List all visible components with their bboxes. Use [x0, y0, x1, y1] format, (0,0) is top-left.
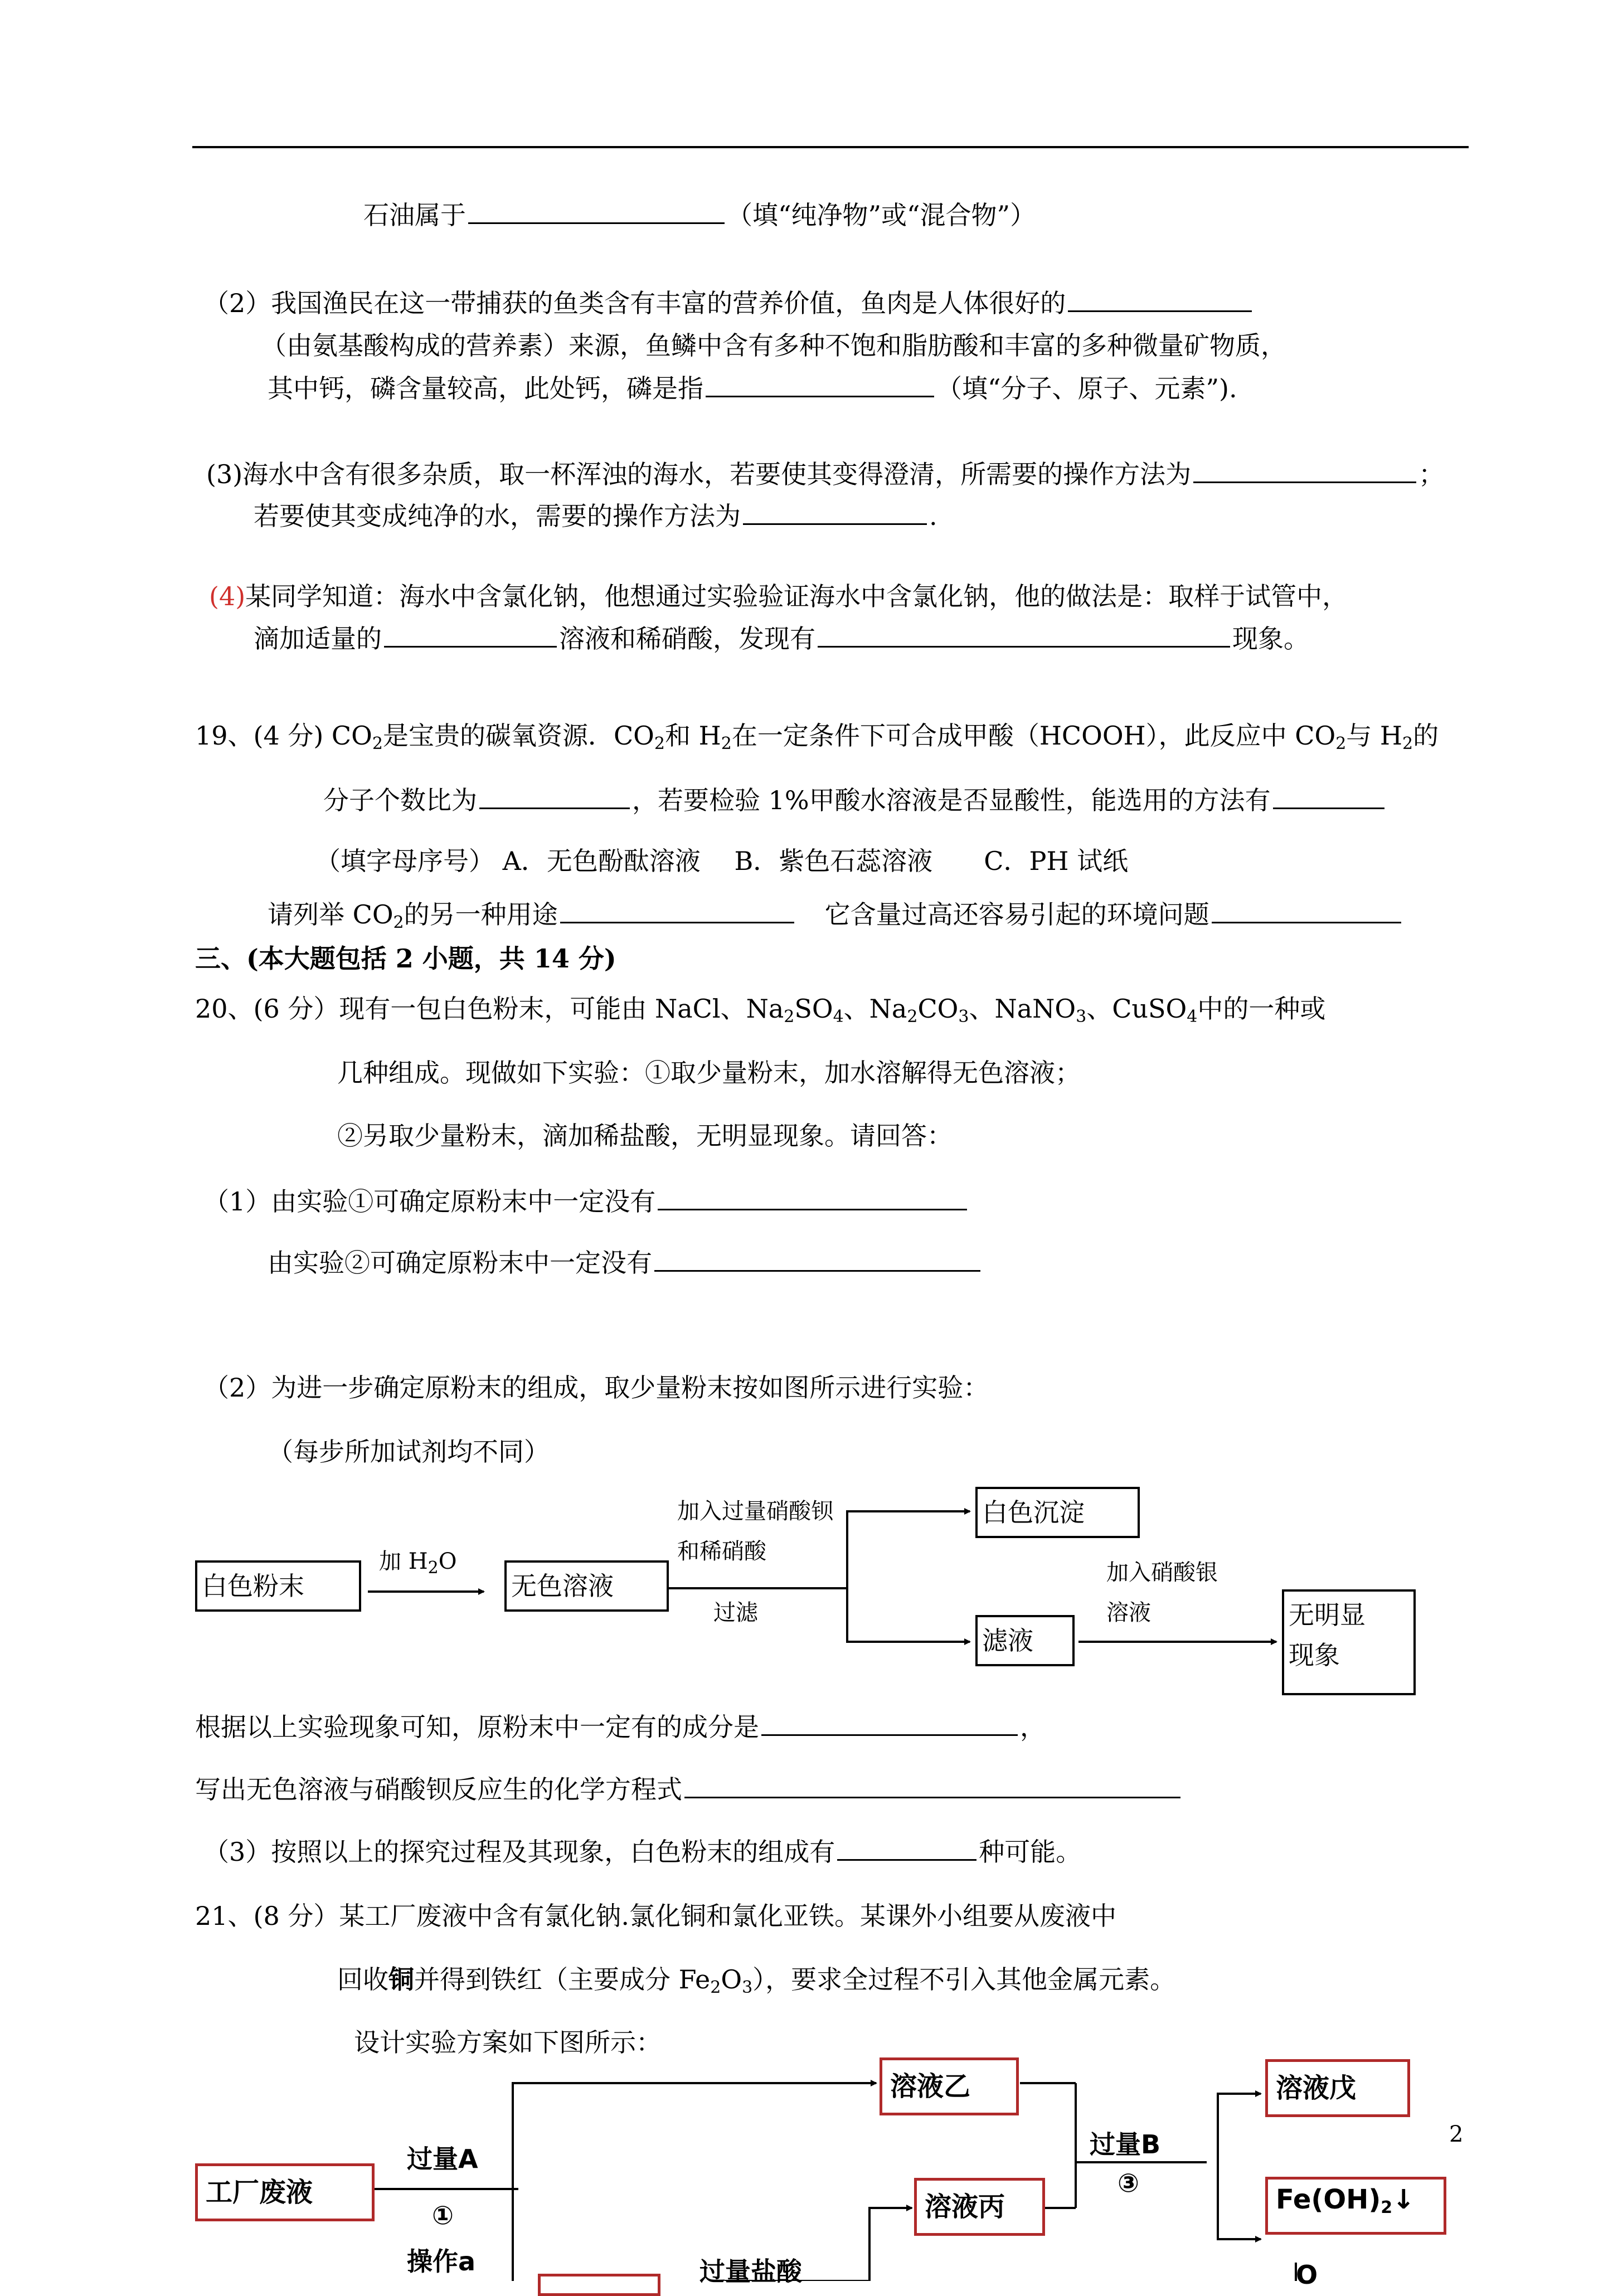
text: (3)海水中含有很多杂质，取一杯浑浊的海水，若要使其变得澄清，所需要的操作方法为: [206, 459, 1192, 489]
subscript: 2: [710, 1978, 721, 1997]
label-excess-b: 过量B: [1090, 2129, 1161, 2159]
text: 现象: [1289, 1640, 1340, 1670]
text: 无明显: [1289, 1600, 1366, 1630]
text: ，: [1020, 1712, 1046, 1742]
box-colorless-solution: 无色溶液: [504, 1560, 669, 1612]
subscript: 3: [742, 1978, 753, 1997]
box-solution-c: 溶液丙: [914, 2178, 1045, 2236]
label-excess-hcl: 过量盐酸: [699, 2256, 802, 2287]
text: O: [721, 1964, 742, 1995]
subscript: 2: [372, 734, 383, 753]
box-iron-hydroxide: [1265, 2177, 1446, 2235]
text: 由实验②可确定原粉末中一定没有: [268, 1248, 652, 1278]
text: 与 H: [1346, 721, 1403, 751]
text: 写出无色溶液与硝酸钡反应生的化学方程式: [195, 1774, 682, 1804]
text: 、CuSO: [1086, 994, 1187, 1024]
answer-blank[interactable]: [761, 1710, 1018, 1736]
box-white-powder: 白色粉末: [195, 1560, 361, 1612]
text: 请列举 CO: [268, 899, 393, 930]
box-factory-waste: 工厂废液: [195, 2163, 375, 2221]
text: CO: [917, 994, 959, 1024]
subscript: 3: [1076, 1007, 1087, 1027]
text: 某同学知道：海水中含氯化钠，他想通过实验验证海水中含氯化钠，他的做法是：取样于试管中，: [245, 581, 1348, 611]
label-add-water: [379, 1544, 457, 1578]
text: 中的一种或: [1197, 994, 1326, 1024]
text: ，若要检验 1%甲酸水溶液是否显酸性，能选用的方法有: [632, 785, 1271, 815]
box-partial: [538, 2274, 660, 2296]
text: 溶液和稀硝酸，发现有: [559, 624, 815, 654]
box-filtrate: 滤液: [975, 1615, 1075, 1666]
q21-line3: 设计实验方案如下图所示：: [354, 2027, 662, 2057]
q20-2-answer2: [195, 1772, 1183, 1806]
label-step1: ①: [432, 2200, 454, 2230]
text: 种可能。: [979, 1837, 1082, 1867]
label-step3: ③: [1118, 2168, 1139, 2198]
text: 其中钙，磷含量较高，此处钙，磷是指: [268, 373, 703, 403]
text: 分子个数比为: [323, 785, 477, 815]
subscript: 4: [1187, 1007, 1198, 1027]
subscript: 2: [427, 1558, 439, 1578]
answer-blank[interactable]: [837, 1835, 976, 1861]
section-three-heading: 三、(本大题包括 2 小题，共 14 分): [195, 943, 616, 974]
q20-2-line2: （每步所加试剂均不同）: [268, 1437, 550, 1467]
page-number: 2: [1449, 2122, 1464, 2147]
text: 20、(6 分）现有一包白色粉末，可能由 NaCl、Na: [195, 994, 784, 1024]
text: 加 H: [379, 1549, 428, 1574]
box-white-precipitate: 白色沉淀: [975, 1487, 1140, 1538]
text: 和 H: [664, 721, 721, 751]
q19-line3: （填字母序号） A．无色酚酞溶液 B．紫色石蕊溶液 C．PH 试纸: [315, 846, 1129, 876]
text: 是宝贵的碳氧资源．CO: [382, 721, 654, 751]
text: 、NaNO: [969, 994, 1076, 1024]
label-operation-a: 操作a: [407, 2246, 476, 2276]
label-filter: 过滤: [713, 1600, 758, 1626]
subscript: 4: [833, 1007, 844, 1027]
text: O: [438, 1549, 457, 1574]
text: （填“分子、原子、元素”).: [936, 373, 1237, 403]
text: （2）我国渔民在这一带捕获的鱼类含有丰富的营养价值，鱼肉是人体很好的: [203, 288, 1066, 318]
box-solution-b: 溶液乙: [880, 2057, 1019, 2115]
label-partial: O: [1296, 2260, 1318, 2290]
subscript: 2: [654, 734, 665, 753]
text: （填“纯净物”或“混合物”）: [727, 200, 1036, 230]
text: 的另一种用途: [404, 899, 558, 930]
text: Fe(OH): [1276, 2184, 1381, 2215]
text: （1）由实验①可确定原粉末中一定没有: [203, 1186, 656, 1217]
text: 并得到铁红（主要成分 Fe: [414, 1964, 711, 1995]
label-dilute-nitric: 和稀硝酸: [677, 1539, 766, 1564]
text: 的: [1413, 721, 1439, 751]
text: 现象。: [1232, 624, 1309, 654]
subscript: 3: [958, 1007, 969, 1027]
q20-2-line1: （2）为进一步确定原粉末的组成，取少量粉末按如图所示进行实验：: [203, 1373, 989, 1403]
q21-line1: 21、(8 分）某工厂废液中含有氯化钠.氯化铜和氯化亚铁。某课外小组要从废液中: [195, 1901, 1116, 1931]
precipitate-arrow-icon: ↓: [1392, 2184, 1415, 2215]
question-number: (4): [209, 581, 246, 611]
subscript: 2: [1335, 734, 1347, 753]
text: 滴加适量的: [254, 624, 382, 654]
text: .: [929, 501, 937, 531]
q20-line2: 几种组成。现做如下实验：①取少量粉末，加水溶解得无色溶液；: [337, 1058, 1081, 1088]
box-solution-e: 溶液戊: [1265, 2059, 1410, 2117]
subscript: 2: [784, 1007, 795, 1027]
text: 在一定条件下可合成甲酸（HCOOH），此反应中 CO: [731, 721, 1336, 751]
text: 石油属于: [363, 200, 466, 230]
subscript: 2: [1402, 734, 1413, 753]
text: ），要求全过程不引入其他金属元素。: [752, 1964, 1176, 1995]
subscript: 2: [393, 913, 404, 932]
text: 19、(4 分) CO: [195, 721, 372, 751]
label-excess-a: 过量A: [407, 2144, 478, 2174]
q20-line3: ②另取少量粉末，滴加稀盐酸，无明显现象。请回答：: [337, 1121, 953, 1151]
text: 它含量过高还容易引起的环境问题: [824, 899, 1209, 930]
text: 若要使其变成纯净的水，需要的操作方法为: [254, 501, 741, 531]
label-add-bano3: 加入过量硝酸钡: [677, 1499, 833, 1524]
text: 铜: [388, 1964, 414, 1995]
text: 回收: [337, 1964, 388, 1995]
box-no-phenomenon: [1282, 1589, 1416, 1695]
subscript: 2: [1381, 2198, 1393, 2217]
q21-line2: [337, 1963, 1175, 2005]
q20-3-line: [203, 1835, 1081, 1869]
q20-2-answer1: [195, 1710, 1046, 1744]
subscript: 2: [721, 734, 732, 753]
text: （3）按照以上的探究过程及其现象，白色粉末的组成有: [203, 1837, 835, 1867]
label-solution: 溶液: [1106, 1600, 1151, 1626]
answer-blank[interactable]: [684, 1772, 1180, 1798]
subscript: 2: [907, 1007, 918, 1027]
text: SO: [794, 994, 833, 1024]
text: 、Na: [843, 994, 907, 1024]
label-add-agno3: 加入硝酸银: [1106, 1560, 1218, 1585]
q18-2-line2: （由氨基酸构成的营养素）来源，鱼鳞中含有多种不饱和脂肪酸和丰富的多种微量矿物质，: [261, 330, 1286, 361]
text: 根据以上实验现象可知，原粉末中一定有的成分是: [195, 1712, 759, 1742]
text: ；: [1418, 459, 1445, 489]
